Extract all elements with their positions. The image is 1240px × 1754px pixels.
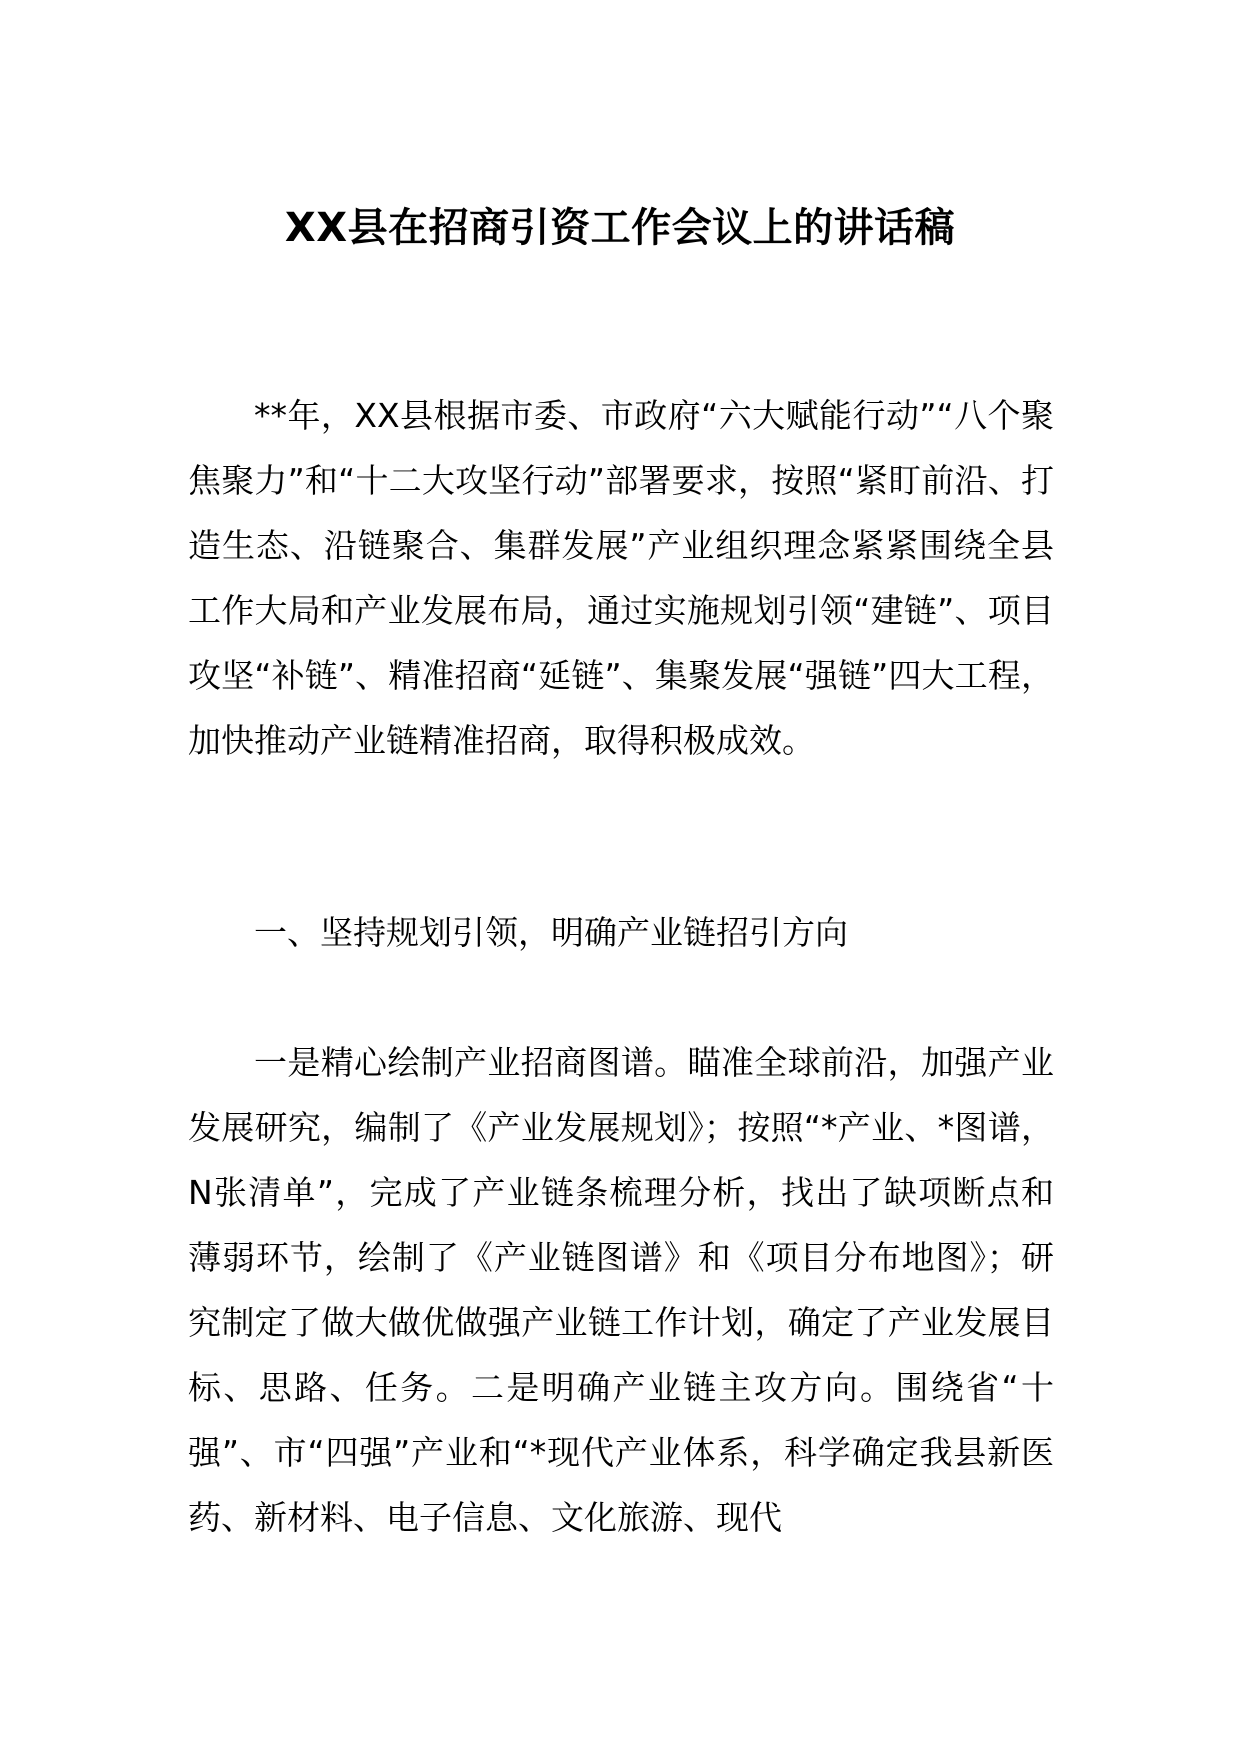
section-heading-1: 一、坚持规划引领，明确产业链招引方向 [254, 913, 848, 952]
intro-paragraph: **年，XX县根据市委、市政府“六大赋能行动”“八个聚焦聚力”和“十二大攻坚行动”部署要求，按照“紧盯前沿、打造生态、沿链聚合、集群发展”产业组织理念紧紧围绕全县工作大局和产业发展布局，通过实施规划引领“建链”、项目攻坚“补链”、精准招商“延链”、集聚发展“强链”四大工程，加快推动产业链精准招商，取得积极成效。 [188, 396, 1054, 760]
document-title: XX县在招商引资工作会议上的讲话稿 [284, 205, 956, 251]
section-1-paragraph: 一是精心绘制产业招商图谱。瞄准全球前沿，加强产业发展研究，编制了《产业发展规划》；按照“*产业、*图谱，N张清单”，完成了产业链条梳理分析，找出了缺项断点和薄弱环节，绘制了《产业链图谱》和《项目分布地图》；研究制定了做大做优做强产业链工作计划，确定了产业发展目标、思路、任务。二是明确产业链主攻方向。围绕省“十强”、市“四强”产业和“*现代产业体系，科学确定我县新医药、新材料、电子信息、文化旅游、现代 [188, 1043, 1054, 1537]
